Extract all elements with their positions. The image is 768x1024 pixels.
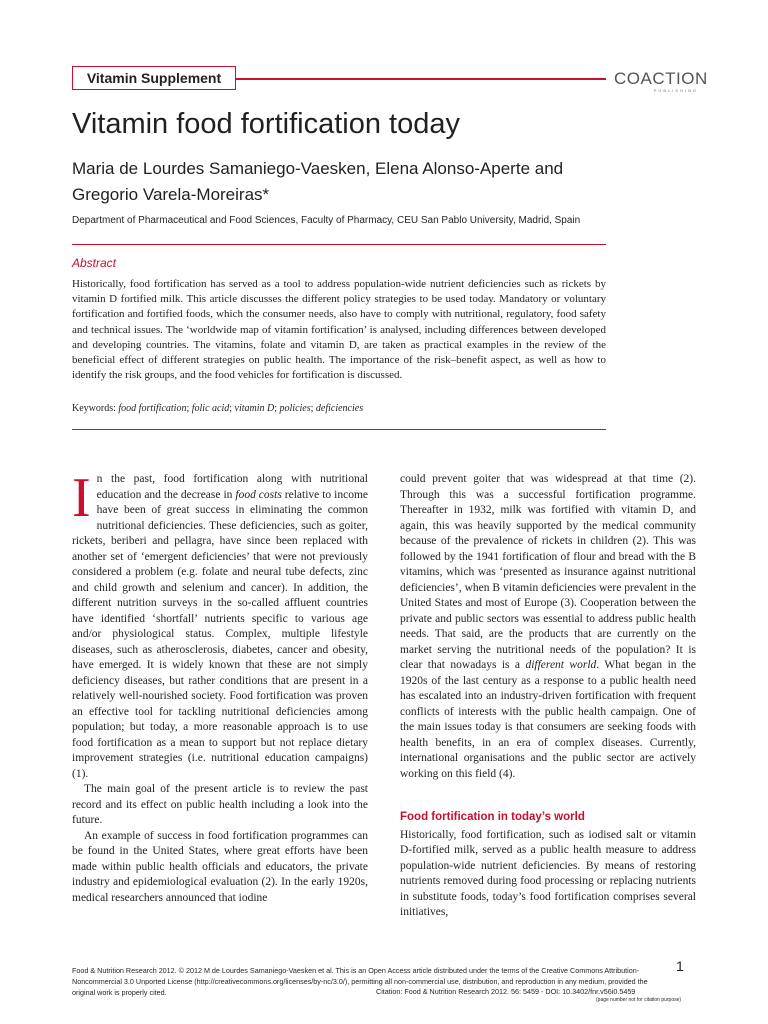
keyword: policies <box>279 403 311 414</box>
body-paragraph: Historically, food fortification, such as iodised salt or vitamin D-fortified milk, served as a public health measure to address population-wide nutrient deficiencies. By means of restoring nutrients removed during food processing or replacing nutrients in substitute foods, today’s food fortification comprises several initiatives, <box>400 828 696 918</box>
keyword: vitamin D <box>234 403 275 414</box>
keyword: folic acid <box>191 403 230 414</box>
paragraph-text: n the past, food fortification along with nutritional education and the decrease in <box>96 473 368 501</box>
paragraph-text: . What began in the 1920s of the last century as a response to a public health need has escalated into an industry-driven fortification with frequent conflicts of interests with the public health campaign. One of the main issues today is that consumers are seeking foods with health benefits, in an era of complex diseases. Currently, international organisations and the public sector are actively working on this field (4). <box>400 659 696 780</box>
drop-cap: I <box>72 467 91 529</box>
license-footer: Food & Nutrition Research 2012. © 2012 M de Lourdes Samaniego-Vaesken et al. This is an Open Access article distributed under the terms of the Creative Commons Attribution-Noncommercial 3.0 Unported License (http://creativecommons.org/licenses/by-nc/3.0/), permitting all non-commercial use, distribution, and reproduction in any medium, provided the original work is properly cited. <box>72 966 648 997</box>
logo-sub-text: PUBLISHING <box>653 88 698 93</box>
paragraph-text: relative to income have been of great success in eliminating the common nutritional deficiencies. These deficiencies, such as goiter, rickets, beriberi and pellagra, have since been replaced with another set of ‘emergent deficiencies’ that were not previously considered a problem (e.g. folate and neural tube defects, zinc and child growth and selenium and cancer). In addition, the different nutrition surveys in the so-called affluent countries have identified ‘shortfall’ nutrients specific to various age and/or physiological status. Complex, multiple lifestyle diseases, such as atherosclerosis, diabetes, cancer and obesity, have emerged. It is widely known that these are not simply deficiency diseases, but rather conditions that are present in a relatively well-nourished society. Food fortification was proven an effective tool for tackling nutritional deficiencies among population; but today, a more reasonable approach is to use food fortification as a mean to support but not replace dietary improvement strategies (i.e. nutritional education campaigns) (1). <box>72 488 368 780</box>
body-paragraph <box>72 467 368 782</box>
page-note: (page number not for citation purpose) <box>596 997 682 1003</box>
citation-line: Citation: Food & Nutrition Research 2012. 56: 5459 - DOI: 10.3402/fnr.v56i0.5459 <box>376 987 636 996</box>
body-column-right <box>400 472 696 921</box>
section-heading: Food fortification in today’s world <box>400 811 585 823</box>
abstract-text: Historically, food fortification has served as a tool to address population-wide nutrient deficiencies such as rickets by vitamin D fortified milk. This article discusses the different policy strategies to be used today. Mandatory or voluntary fortification and fortified foods, which the consumer needs, also have to comply with nutritional, regulatory, food safety and technical issues. The ‘worldwide map of vitamin fortification’ is analysed, including differences between developed and developing countries. The vitamins, folate and vitamin D, are taken as practical examples in the review of the beneficial effect of different strategies on public health. The importance of the risk–benefit aspect, as well as how to identify the risk groups, and the food vehicles for fortification is discussed. <box>72 278 606 382</box>
keywords-line: Keywords: food fortification; folic acid; vitamin D; policies; deficiencies <box>72 403 364 414</box>
keywords-label: Keywords: <box>72 403 116 414</box>
logo-main-text: COACTION <box>614 69 708 88</box>
article-title: Vitamin food fortification today <box>72 108 460 140</box>
abstract-heading: Abstract <box>72 256 117 270</box>
emphasis-text: food costs <box>235 488 282 501</box>
body-paragraph: The main goal of the present article is to review the past record and its effect on public health including a look into the future. <box>72 783 368 826</box>
body-paragraph: An example of success in food fortification programmes can be found in the United States, where great efforts have been made within public health officials and educators, the private industry and epidemiological evaluation (2). In the early 1920s, medical researchers announced that iodine <box>72 829 368 904</box>
affiliation: Department of Pharmaceutical and Food Sciences, Faculty of Pharmacy, CEU San Pablo University, Madrid, Spain <box>72 215 581 226</box>
header-rule <box>236 78 606 80</box>
body-column-left <box>72 467 368 906</box>
abstract-top-rule <box>72 244 606 245</box>
section-label: Vitamin Supplement <box>86 70 222 86</box>
abstract-bottom-rule <box>72 429 606 430</box>
paragraph-text: could prevent goiter that was widespread at that time (2). Through this was a successful fortification programme. Thereafter in 1932, milk was fortified with vitamin D, and again, this was heavily supported by the medical community because of the prevalence of rickets in children (2). This was followed by the 1941 fortification of flour and bread with the B vitamins, which was ‘presented as insurance against nutritional deficiencies’, when B vitamin deficiencies were prevalent in the United States and most of Europe (3). Cooperation between the private and public sectors was essential to address public health needs. That said, are the products that are currently on the market serving the nutritional needs of the population? It is clear that nowadays is a <box>400 473 696 671</box>
keyword: food fortification <box>118 403 187 414</box>
publisher-logo <box>614 69 708 96</box>
author-list: Maria de Lourdes Samaniego-Vaesken, Elena Alonso-Aperte and Gregorio Varela-Moreiras* <box>72 159 564 204</box>
body-paragraph <box>400 472 696 782</box>
keyword: deficiencies <box>315 403 364 414</box>
section-label-box <box>72 66 236 90</box>
page-number: 1 <box>676 958 684 974</box>
emphasis-text: different world <box>525 659 597 671</box>
